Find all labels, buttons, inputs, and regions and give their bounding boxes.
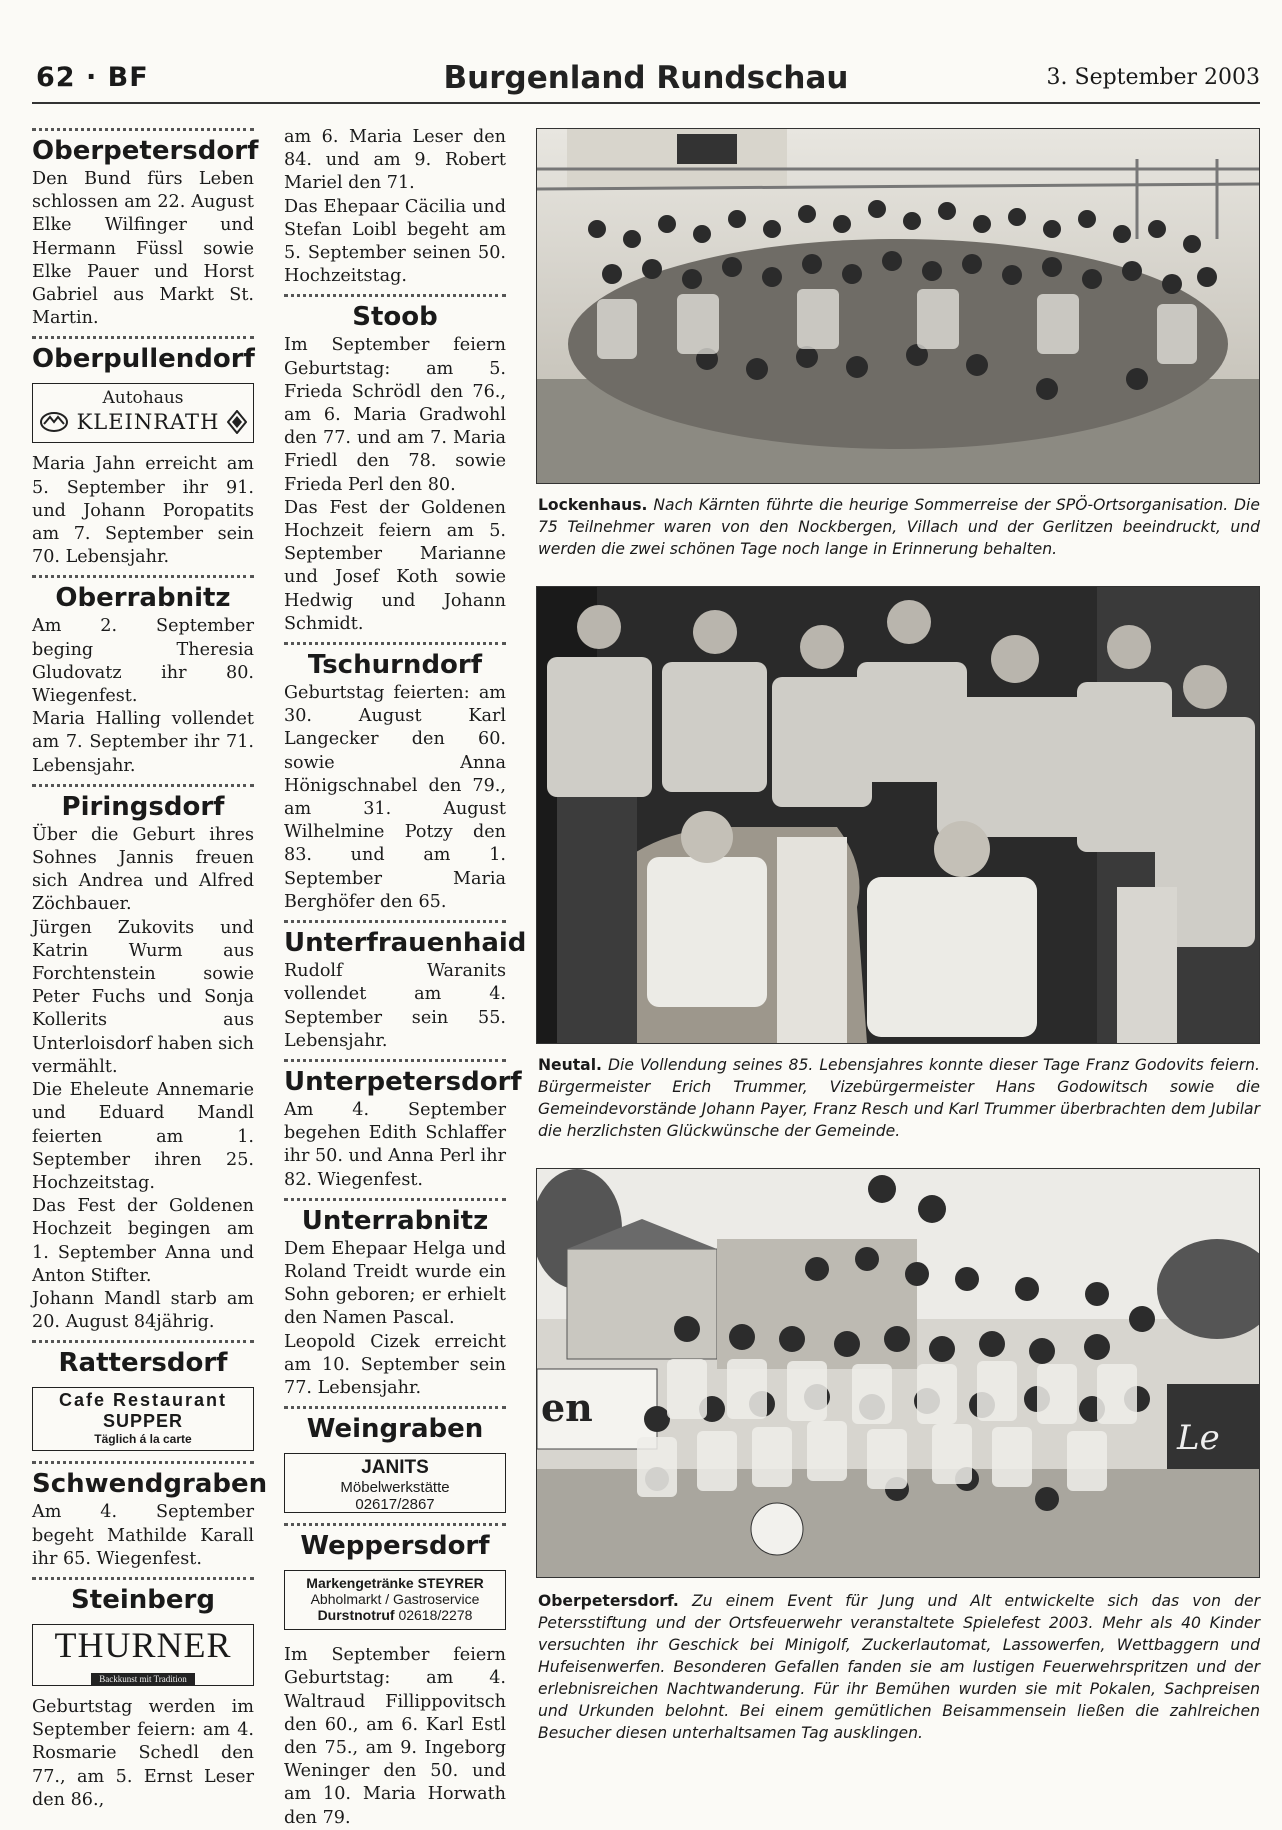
- caption-text: Nach Kärnten führte die heurige Sommerreise der SPÖ-Ortsorganisation. Die 75 Teilnehmer waren von den Nockbergen, Villach und der Gerlitzen beeindruckt, und werden die zwei schönen Tage noch lange in Erinnerung behalten.: [538, 496, 1260, 558]
- issue-date: 3. September 2003: [1046, 65, 1260, 90]
- photo-neutal-birthday: [536, 586, 1260, 1044]
- divider: [284, 294, 506, 297]
- photo-oberpetersdorf-spielefest: [536, 1168, 1260, 1578]
- town-heading-schwendgraben: Schwendgraben: [32, 1469, 268, 1500]
- notice-text: Den Bund fürs Leben schlossen am 22. August Elke Wilfinger und Hermann Füssl sowie Elke Pauer und Horst Gabriel aus Markt St. Martin.: [32, 169, 254, 329]
- divider: [32, 128, 254, 131]
- ad-line: Möbelwerkstätte: [340, 1479, 450, 1497]
- notice-text: Das Fest der Goldenen Hochzeit begingen am 1. September Anna und Anton Stifter.: [32, 1196, 254, 1286]
- ad-line: Cafe Restaurant: [58, 1390, 228, 1411]
- divider: [32, 1577, 254, 1580]
- divider: [32, 575, 254, 578]
- town-heading-unterpetersdorf: Unterpetersdorf: [284, 1066, 522, 1097]
- town-heading-unterrabnitz: Unterrabnitz: [301, 1205, 489, 1236]
- notice-text: Dem Ehepaar Helga und Roland Treidt wurde ein Sohn geboren; er erhielt den Namen Pascal.: [284, 1238, 506, 1329]
- caption-place: Lockenhaus.: [538, 496, 648, 514]
- ad-line: JANITS: [361, 1457, 429, 1479]
- caption-neutal: [538, 1054, 1260, 1142]
- town-heading-oberrabnitz: Oberrabnitz: [55, 583, 231, 614]
- ad-line: Abholmarkt / Gastroservice: [310, 1591, 480, 1608]
- notice-text: Am 4. September begehen Edith Schlaffer ihr 50. und Anna Perl ihr 82. Wiegenfest.: [284, 1099, 506, 1190]
- town-heading-oberpullendorf: Oberpullendorf: [32, 344, 255, 375]
- notice-text: Am 4. September begeht Mathilde Karall ihr 65. Wiegenfest.: [32, 1502, 254, 1569]
- mazda-logo-icon: [39, 411, 69, 433]
- ad-brand-name: KLEINRATH: [76, 410, 220, 435]
- ad-thurner: [32, 1624, 254, 1686]
- caption-place: Neutal.: [538, 1056, 602, 1074]
- column-1: [32, 122, 268, 1812]
- ad-label: Durstnotruf: [317, 1607, 395, 1624]
- notice-text: am 6. Maria Leser den 84. und am 9. Robert Mariel den 71.: [284, 127, 506, 194]
- divider: [32, 336, 254, 339]
- notice-text: Über die Geburt ihres Sohnes Jannis freuen sich Andrea und Alfred Zöchbauer.: [32, 824, 254, 915]
- ad-line: [285, 1607, 505, 1623]
- caption-lockenhaus: [538, 494, 1260, 560]
- notice-text: Maria Jahn erreicht am 5. September ihr 91. und Johann Poropatits am 7. September sein 70. Lebensjahr.: [32, 454, 254, 568]
- ad-line: SUPPER: [102, 1411, 184, 1432]
- notice-text: Rudolf Waranits vollendet am 4. September sein 55. Lebensjahr.: [284, 961, 506, 1051]
- notice-text: Im September feiern Geburtstag: am 4. Waltraud Fillippovitsch den 60., am 6. Karl Estl den 75., am 9. Ingeborg Weninger den 50. und am 10. Maria Horwath den 79.: [284, 1645, 506, 1828]
- ad-cafe-supper: [32, 1387, 254, 1451]
- town-heading-steinberg: Steinberg: [71, 1584, 215, 1615]
- caption-text: Die Vollendung seines 85. Lebensjahres konnte dieser Tage Franz Godovits feiern. Bürgermeister Erich Trummer, Vizebürgermeister Hans Godowitsch sowie die Gemeindevorstände Johann Payer, Franz Resch und Karl Trummer überbrachten dem Jubilar die herzlichsten Glückwünsche der Gemeinde.: [538, 1056, 1260, 1140]
- renault-logo-icon: [227, 410, 247, 434]
- ad-tagline: Backkunst mit Tradition: [91, 1673, 195, 1685]
- ad-brand-row: [33, 410, 253, 434]
- notice-text: Am 2. September beging Theresia Gludovatz ihr 80. Wiegenfest.: [32, 616, 254, 707]
- ad-autohaus-kleinrath: [32, 383, 254, 443]
- notice-text: Im September feiern Geburtstag: am 5. Frieda Schrödl den 76., am 6. Maria Gradwohl den 77. und am 7. Maria Friedl den 78. sowie Frieda Perl den 80.: [284, 335, 506, 495]
- ad-line: Autohaus: [102, 388, 184, 409]
- town-heading-stoob: Stoob: [352, 302, 438, 333]
- divider: [284, 1523, 506, 1526]
- notice-text: Leopold Cizek erreicht am 10. September sein 77. Lebensjahr.: [284, 1331, 506, 1398]
- divider: [32, 1461, 254, 1464]
- town-heading-unterfrauenhaid: Unterfrauenhaid: [284, 928, 527, 959]
- divider: [284, 1198, 506, 1201]
- banner-text: en: [541, 1385, 593, 1430]
- divider: [284, 920, 506, 923]
- divider: [32, 1340, 254, 1343]
- notice-text: Jürgen Zukovits und Katrin Wurm aus Forchtenstein sowie Peter Fuchs und Sonja Kollerits aus Unterloisdorf haben sich vermählt.: [32, 917, 254, 1077]
- ad-phone: 02617/2867: [355, 1496, 435, 1514]
- photo-lockenhaus-group: [536, 128, 1260, 484]
- notice-text: Maria Halling vollendet am 7. September ihr 71. Lebensjahr.: [32, 709, 254, 776]
- masthead: [32, 58, 1260, 104]
- notice-text: Geburtstag werden im September feiern: am 4. Rosmarie Schedl den 77., am 5. Ernst Leser den 86.,: [32, 1696, 254, 1810]
- divider: [32, 784, 254, 787]
- column-2: [284, 122, 527, 1830]
- ad-steyrer: [284, 1570, 506, 1630]
- town-heading-piringsdorf: Piringsdorf: [61, 791, 225, 822]
- town-heading-weingraben: Weingraben: [306, 1414, 484, 1445]
- town-heading-weppersdorf: Weppersdorf: [300, 1531, 490, 1562]
- caption-text: Zu einem Event für Jung und Alt entwickelte sich das von der Petersstiftung und der Ortsfeuerwehr veranstaltete Spielefest 2003. Mehr als 40 Kinder versuchten ihr Geschick bei Minigolf, Zuckerlautomat, Lassowerfen, Wettbaggern und Hufeisenwerfen. Besonderen Gefallen fanden sie am lustigen Feuerwehrspritzen und der erlebnisreichen Nachtwanderung. Für ihr Bemühen wurden sie mit Pokalen, Sachpreisen und Urkunden belohnt. Bei einem gemütlichen Beisammensein ließen die zahlreichen Besucher diesen unterhaltsamen Tag ausklingen.: [538, 1592, 1260, 1742]
- notice-text: Das Ehepaar Cäcilia und Stefan Loibl begeht am 5. September seinen 50. Hochzeitstag.: [284, 196, 506, 287]
- divider: [284, 1406, 506, 1409]
- divider: [284, 642, 506, 645]
- divider: [284, 1059, 506, 1062]
- notice-text: Die Eheleute Annemarie und Eduard Mandl feierten am 1. September ihren 25. Hochzeitstag.: [32, 1080, 254, 1193]
- ad-line: Täglich á la carte: [94, 1432, 192, 1447]
- notice-text: Das Fest der Goldenen Hochzeit feiern am 5. September Marianne und Josef Koth sowie Hedwig und Johann Schmidt.: [284, 497, 506, 634]
- notice-text: Johann Mandl starb am 20. August 84jährig.: [32, 1288, 254, 1333]
- ad-phone: 02618/2278: [398, 1607, 473, 1624]
- newspaper-title: Burgenland Rundschau: [443, 60, 849, 96]
- notice-text: Geburtstag feierten: am 30. August Karl Langecker den 60. sowie Anna Hönigschnabel den 79., am 31. August Wilhelmine Potzy den 83. und am 1. September Maria Berghöfer den 65.: [284, 683, 506, 912]
- ad-line: Markengetränke STEYRER: [306, 1575, 484, 1592]
- sign-text: Le: [1177, 1418, 1220, 1458]
- ad-janits: [284, 1453, 506, 1513]
- town-heading-tschurndorf: Tschurndorf: [307, 650, 483, 681]
- town-heading-oberpetersdorf: Oberpetersdorf: [32, 136, 259, 166]
- town-heading-rattersdorf: Rattersdorf: [58, 1348, 228, 1379]
- page-number: 62 · BF: [36, 62, 149, 93]
- caption-oberpetersdorf: [538, 1590, 1260, 1744]
- ad-line: THURNER: [54, 1624, 232, 1665]
- caption-place: Oberpetersdorf.: [538, 1592, 679, 1610]
